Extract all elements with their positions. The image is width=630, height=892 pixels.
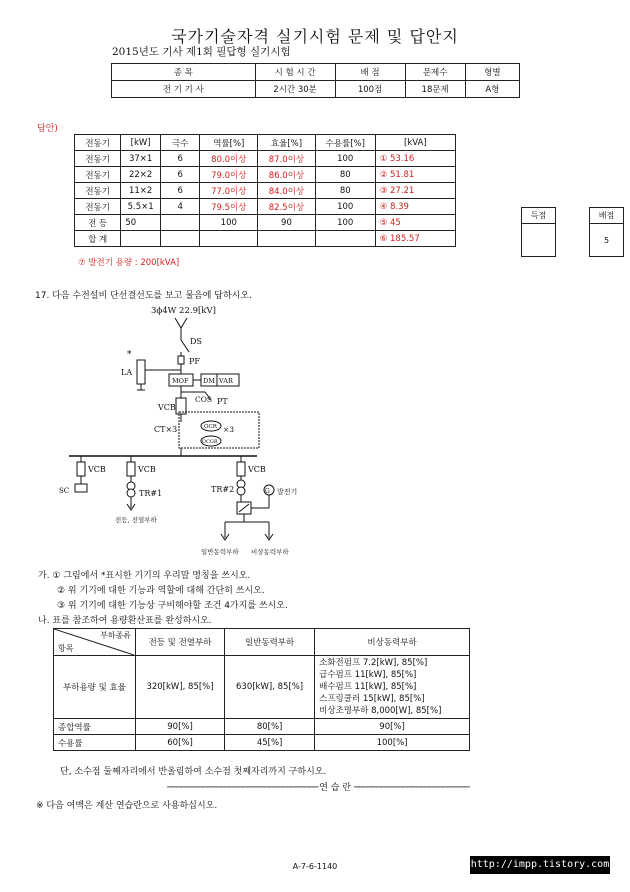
- exam-info-table: [111, 63, 520, 98]
- generator-label: 발전기: [277, 488, 298, 496]
- motor-col-header: [kW]: [121, 135, 161, 151]
- motor-cell: ① 53.16: [375, 151, 455, 167]
- motor-cell: [160, 231, 200, 247]
- tr2-label: TR#2: [211, 485, 235, 494]
- ocr-count-label: ×3: [223, 425, 235, 434]
- table-row: [75, 151, 456, 167]
- exam-value-score: 100점: [335, 81, 405, 98]
- score-value-obtained: [522, 224, 556, 257]
- asterisk-mark: *: [127, 350, 132, 360]
- page-title: 국가기술자격 실기시험 문제 및 답안지: [171, 27, 459, 46]
- motor-col-header: 효율[%]: [258, 135, 316, 151]
- load-table: [53, 628, 470, 751]
- vcb-tr1-label: VCB: [138, 465, 156, 474]
- score-header-obtained: 득점: [522, 208, 556, 224]
- vcb-sc-label: VCB: [88, 465, 106, 474]
- emergency-load-label: 비상동력부하: [251, 548, 289, 556]
- load-cell: 80[%]: [225, 719, 315, 735]
- watermark-url: http://impp.tistory.com: [470, 856, 610, 874]
- subquestion-a1: 가. ① 그림에서 *표시한 기기의 우리말 명칭을 쓰시오.: [38, 571, 251, 581]
- motor-cell: 전 등: [75, 215, 121, 231]
- load-cell: 100[%]: [315, 735, 470, 751]
- load-row-label: 부하용량 및 효율: [54, 656, 136, 719]
- ocr-label: OCR: [204, 424, 217, 430]
- exam-value-count: 18문제: [405, 81, 465, 98]
- table-row: [75, 183, 456, 199]
- cos-label: COS: [195, 395, 213, 404]
- motor-cell: 37×1: [121, 151, 161, 167]
- sc-label: SC: [59, 487, 70, 495]
- motor-cell: 79.0이상: [200, 167, 258, 183]
- single-line-diagram: [55, 300, 315, 562]
- pt-label: PT: [217, 397, 228, 406]
- motor-cell: 전동기: [75, 167, 121, 183]
- motor-cell: 100: [200, 215, 258, 231]
- motor-col-header: 전동기: [75, 135, 121, 151]
- motor-col-header: 수용률[%]: [315, 135, 375, 151]
- motor-cell: [160, 215, 200, 231]
- exam-header-score: 배 점: [335, 64, 405, 81]
- motor-cell: ⑤ 45: [375, 215, 455, 231]
- motor-table: [74, 134, 456, 247]
- motor-col-header: 극수: [160, 135, 200, 151]
- motor-cell: 전동기: [75, 151, 121, 167]
- motor-col-header: [kVA]: [375, 135, 455, 151]
- var-label: VAR: [219, 377, 233, 385]
- ct-label: CT×3: [154, 425, 178, 434]
- page-footer-code: A-7-6-1140: [292, 862, 338, 871]
- motor-cell: 22×2: [121, 167, 161, 183]
- exam-header-subject: 종 목: [112, 64, 256, 81]
- svg-text:G: G: [265, 488, 270, 495]
- load-cell: 90[%]: [315, 719, 470, 735]
- motor-cell: 6: [160, 167, 200, 183]
- score-value-total: 5: [590, 224, 624, 257]
- practice-label: 연 습 란: [319, 783, 352, 793]
- general-load-label: 일반동력부하: [201, 548, 239, 556]
- motor-cell: 86.0이상: [258, 167, 316, 183]
- motor-cell: 84.0이상: [258, 183, 316, 199]
- motor-cell: 6: [160, 151, 200, 167]
- exam-value-time: 2시간 30분: [255, 81, 335, 98]
- motor-cell: 80: [315, 183, 375, 199]
- practice-divider: ────────────────────────────────── 연 습 란 ──────────────────────────: [167, 783, 469, 793]
- motor-cell: 82.5이상: [258, 199, 316, 215]
- load-cell: 320[kW], 85[%]: [135, 656, 224, 719]
- motor-cell: 87.0이상: [258, 151, 316, 167]
- motor-cell: 합 계: [75, 231, 121, 247]
- emergency-load-item: 급수펌프 11[kW], 85[%]: [319, 670, 417, 680]
- motor-cell: 5.5×1: [121, 199, 161, 215]
- table-row: [75, 215, 456, 231]
- motor-cell: 6: [160, 183, 200, 199]
- ocgr-label: OCGR: [202, 439, 218, 445]
- motor-cell: 80: [315, 167, 375, 183]
- subquestion-a3: ③ 위 기기에 대한 기능상 구비해야할 조건 4가지를 쓰시오.: [57, 601, 288, 611]
- load-cell: 60[%]: [135, 735, 224, 751]
- motor-cell: ④ 8.39: [375, 199, 455, 215]
- emergency-load-item: 배수펌프 11[kW], 85[%]: [319, 682, 417, 692]
- motor-cell: [315, 231, 375, 247]
- load-table-corner: [54, 629, 136, 656]
- exam-header-count: 문제수: [405, 64, 465, 81]
- tr1-label: TR#1: [139, 489, 163, 498]
- motor-cell: ③ 27.21: [375, 183, 455, 199]
- motor-cell: 11×2: [121, 183, 161, 199]
- emergency-load-item: 스프링쿨러 15[kW], 85[%]: [319, 694, 425, 704]
- emergency-load-item: 소화전펌프 7.2[kW], 85[%]: [319, 658, 428, 668]
- answer-label: 답안): [37, 124, 58, 134]
- motor-cell: 전동기: [75, 199, 121, 215]
- motor-cell: 100: [315, 199, 375, 215]
- rounding-note: 단, 소수점 둘째자리에서 반올림하여 소수점 첫째자리까지 구하시오.: [60, 767, 327, 777]
- load-cell: 90[%]: [135, 719, 224, 735]
- motor-cell: 4: [160, 199, 200, 215]
- exam-header-time: 시 험 시 간: [255, 64, 335, 81]
- load-col-header: 비상동력부하: [315, 629, 470, 656]
- motor-cell: 90: [258, 215, 316, 231]
- exam-subtitle: 2015년도 기사 제1회 필답형 실기시험: [112, 46, 291, 58]
- emergency-load-item: 비상조명부하 8,000[W], 85[%]: [319, 706, 442, 716]
- load-row-label: 종합역률: [54, 719, 136, 735]
- motor-cell: 100: [315, 151, 375, 167]
- pf-label: PF: [189, 357, 200, 366]
- calc-note: ※ 다음 여백은 계산 연습란으로 사용하십시오.: [36, 801, 218, 811]
- table-row: [75, 167, 456, 183]
- lighting-load-label: 전등, 전열부하: [115, 516, 157, 524]
- vcb-tr2-label: VCB: [248, 465, 266, 474]
- motor-col-header: 역률[%]: [200, 135, 258, 151]
- subquestion-a2: ② 위 기기에 대한 기능과 역할에 대해 간단히 쓰시오.: [57, 586, 265, 596]
- motor-cell: 100: [315, 215, 375, 231]
- corner-bottom-label: 항목: [58, 644, 74, 653]
- question-17: 17. 다음 수전설비 단선결선도를 보고 물음에 답하시오.: [35, 291, 252, 301]
- motor-cell: [258, 231, 316, 247]
- load-col-header: 전등 및 전열부하: [135, 629, 224, 656]
- la-label: LA: [121, 368, 133, 377]
- motor-cell: 80.0이상: [200, 151, 258, 167]
- load-col-header: 일반동력부하: [225, 629, 315, 656]
- supply-label: 3ϕ4W 22.9[kV]: [151, 306, 216, 316]
- score-box: [521, 207, 624, 257]
- motor-cell: ② 51.81: [375, 167, 455, 183]
- motor-cell: 79.5이상: [200, 199, 258, 215]
- mof-label: MOF: [172, 377, 189, 385]
- motor-cell: 77.0이상: [200, 183, 258, 199]
- ds-label: DS: [190, 337, 202, 346]
- emergency-load-list: [315, 656, 470, 719]
- table-row: [75, 199, 456, 215]
- motor-cell: [121, 231, 161, 247]
- load-cell: 630[kW], 85[%]: [225, 656, 315, 719]
- motor-cell: [200, 231, 258, 247]
- dm-label: DM: [203, 377, 215, 385]
- load-row-label: 수용률: [54, 735, 136, 751]
- load-cell: 45[%]: [225, 735, 315, 751]
- exam-value-type: A형: [465, 81, 519, 98]
- table-row: [75, 231, 456, 247]
- corner-top-label: 부하종류: [100, 631, 131, 640]
- exam-value-subject: 전 기 기 사: [112, 81, 256, 98]
- subquestion-b: 나. 표를 참조하여 용량환산표를 완성하시오.: [38, 616, 212, 626]
- exam-header-type: 형별: [465, 64, 519, 81]
- generator-capacity-answer: ⑦ 발전기 용량 : 200[kVA]: [78, 258, 180, 268]
- motor-cell: 전동기: [75, 183, 121, 199]
- motor-cell: ⑥ 185.57: [375, 231, 455, 247]
- vcb-main-label: VCB: [158, 403, 176, 412]
- score-header-total: 배점: [590, 208, 624, 224]
- motor-cell: 50: [121, 215, 161, 231]
